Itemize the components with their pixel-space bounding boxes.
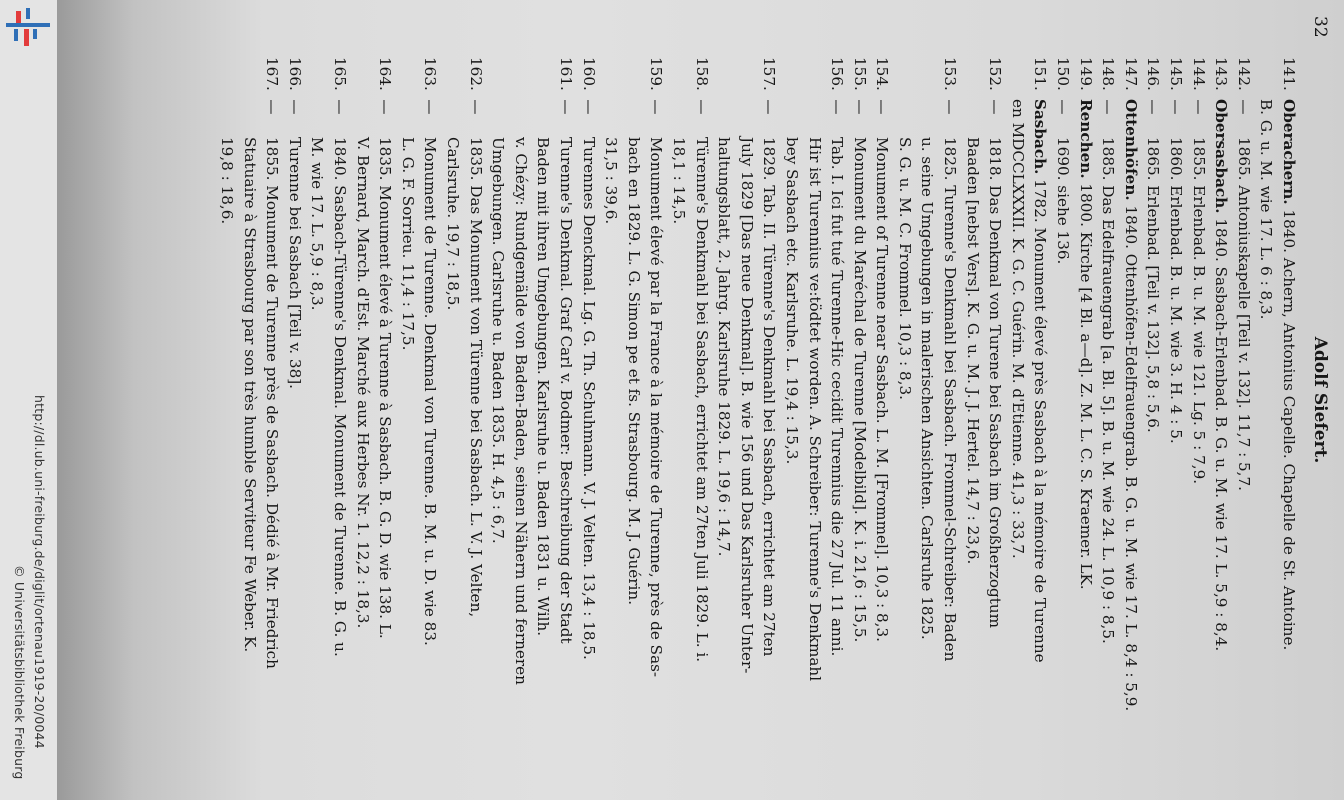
entry-text <box>306 137 351 797</box>
entry-place-name: Sasbach. <box>1031 99 1050 175</box>
entry-description: 1840. Achern, Antonius Capelle. Chapelle de St. Antoine. B. G. u. M. wie 17. L. 6 : 8,3. <box>1257 99 1298 651</box>
copyright-notice: © Universitätsbibliothek Freiburg <box>12 565 27 780</box>
entry-dash: — <box>760 99 779 115</box>
entry-place-name: Obersasbach. <box>1212 99 1231 214</box>
catalog-entry <box>600 57 668 797</box>
catalog-entry <box>713 57 781 797</box>
entry-dash: — <box>557 99 575 115</box>
catalog-entry <box>396 57 441 797</box>
entry-number: 146. <box>1144 57 1163 91</box>
entry-description: Monument de Turenne. Denkmal von Turenne. B. M. u. D. wie 83. L. G. F. Sorrieu. 11,4 : 17,5. <box>398 137 440 646</box>
catalog-entry <box>577 57 600 797</box>
entry-text <box>848 137 871 797</box>
entry-text <box>1210 99 1233 797</box>
entry-description: 1865. Antoniuskapelle [Teil v. 132]. 11,7 : 5,7. <box>1234 137 1253 491</box>
catalog-entry <box>306 57 351 797</box>
entry-description: 1860. Erlenbad. B. u. M. wie 3. H. 4 : 5. <box>1167 137 1186 444</box>
entry-text <box>893 137 961 797</box>
entry-place-name: Oberachern. <box>1280 99 1298 205</box>
catalog-entry <box>871 57 894 797</box>
catalog-entry <box>441 57 486 797</box>
entry-text <box>1255 99 1300 797</box>
entry-description: 1840. Sasbach-Türenne's Denkmal. Monument de Turenne. B. G. u. M. wie 17. L. 5,9 : 8,3. <box>308 137 350 657</box>
entry-text <box>1187 137 1210 797</box>
entry-number: 145. <box>1167 57 1186 91</box>
entry-dash: — <box>850 99 869 115</box>
entry-text <box>441 137 486 797</box>
entry-description: 1829. Tab. II. Türenne's Denkmahl bei Sasbach, errichtet am 27ten July 1829 [Das neue Denkmal]. B. wie 156 und Das Karlsruher Unter- haltungsblatt, 2. Jahrg. Karlsruhe 1829. L. 19,6 : 14,7. <box>715 137 779 674</box>
entry-dash: — <box>1054 99 1073 115</box>
entry-description: Monument of Turenne near Sasbach. L. M. [Frommel]. 10,3 : 8,3. <box>873 137 892 642</box>
entry-dash: — <box>828 99 847 115</box>
entry-dash: — <box>466 99 485 115</box>
entry-dash: — <box>421 99 440 115</box>
entry-text <box>1164 137 1187 797</box>
entry-text <box>1097 137 1120 797</box>
entry-number: 165. <box>331 57 350 91</box>
entry-description: Monument élevé par la France à la mémoire de Turenne, près de Sas- bach en 1829. L. G. Simon pe et fs. Strasbourg. M. J. Guérin. 31,5 : 39,6. <box>602 137 666 678</box>
catalog-entry <box>283 57 306 797</box>
entry-description: 1855. Erlenbad. B. u. M. wie 121. Lg. 5 : 7,9. <box>1189 137 1208 485</box>
entry-number: 164. <box>376 57 395 91</box>
entry-text <box>1232 137 1255 797</box>
entry-description: Turennes Denckmal. Lg. G. Th. Schuhmann. V. J. Velten. 13,4 : 18,5. <box>579 137 598 660</box>
catalog-entry <box>1097 57 1120 797</box>
entry-text <box>871 137 894 797</box>
entry-number: 162. <box>466 57 485 91</box>
entry-number: 156. <box>828 57 847 91</box>
entry-dash: — <box>1167 99 1186 115</box>
entry-number: 166. <box>285 57 304 91</box>
entry-text <box>216 137 284 797</box>
entry-number: 149. <box>1076 57 1095 91</box>
catalog-entry <box>780 57 848 797</box>
catalog-entry <box>1164 57 1187 797</box>
entry-dash: — <box>579 99 598 115</box>
entry-description: 1690. siehe 136. <box>1054 137 1073 265</box>
entry-description: 1825. Turenne's Denkmahl bei Sasbach. Frommel-Schreiber: Baden u. seine Umgebungen in malerischen Ansichten. Carlsruhe 1825. S. G. u. M. C. Frommel. 10,3 : 8,3. <box>895 137 960 662</box>
entry-place-name: Renchen. <box>1076 99 1095 179</box>
entry-number: 148. <box>1099 57 1118 91</box>
entry-description: 1835. Das Monument von Türenne bei Sasbach. L. V. J. Velten, Carlsruhe. 19,7 : 18,5. <box>444 137 485 618</box>
entry-dash: — <box>331 99 350 115</box>
entry-number: 153. <box>941 57 960 91</box>
entry-description: 1818. Das Denkmal von Turene bei Sasbach im Großherzogtum Baaden [nebst Vers]. K. G. u. M. J. J. Hertel. 14,7 : 23,6. <box>963 137 1005 629</box>
catalog-entries <box>216 57 1301 797</box>
entry-description: 1835. Monument élevé à Turenne à Sasbach. B. G. D. wie 138. L. V. Bernard, March. d'Est. Marché aux Herbes Nr. 1. 12,2 : 18,3. <box>353 137 395 639</box>
entry-number: 160. <box>579 57 598 91</box>
catalog-entry <box>893 57 961 797</box>
catalog-entry <box>1051 57 1074 797</box>
entry-number: 147. <box>1121 57 1140 91</box>
entry-text <box>487 137 577 797</box>
catalog-entry <box>487 57 577 797</box>
catalog-entry <box>1006 57 1051 797</box>
entry-number: 143. <box>1212 57 1231 91</box>
entry-dash: — <box>1099 99 1118 115</box>
entry-number: 151. <box>1031 57 1050 91</box>
catalog-entry <box>1187 57 1210 797</box>
entry-text <box>1006 99 1051 797</box>
entry-description: Tab. I. Ici fut tué Turenne-Hic cecidit Turennius die 27 Jul. 11 anni. Hir ist Turennius ve:tödtet worden. A. Schreiber: Turenne's Denkmahl bey Sasbach etc. Karlsruhe. L. 19,4 : 15,3. <box>782 137 847 682</box>
catalog-entry <box>1142 57 1165 797</box>
entry-text <box>780 137 848 797</box>
page-author-header: Adolf Siefert. <box>1310 336 1330 464</box>
catalog-entry <box>1210 57 1233 797</box>
viewer-sidebar <box>0 0 58 800</box>
page-content <box>57 0 1344 800</box>
entry-description: 1885. Das Edelfrauengrab [a. Bl. 5]. B. u. M. wie 24. L. 10,9 : 8,5. <box>1099 137 1118 644</box>
entry-description: Turenne's Denkmal. Graf Carl v. Bodmer: Beschreibung der Stadt Baden mit ihren Umgebungen. Karlsruhe u. Baden 1831 u. Wilh. v. Chézy: Rundgemälde von Baden-Baden, seinen Nähern und ferneren Umgebungen. Carlsruhe u. Baden 1835. H. 4,5 : 6,7. <box>489 137 575 685</box>
entry-text <box>1142 137 1165 797</box>
entry-dash: — <box>647 99 666 115</box>
entry-description: 1855. Monument de Turenne près de Sasbach. Dédié à Mr. Friedrich Statuaire à Strasbourg par son très humble Serviteur Fe Weber. K. 19,8 : 18,6. <box>218 137 282 669</box>
catalog-entry <box>1232 57 1255 797</box>
entry-description: Monument du Maréchal de Turenne [Modelbild]. K. i. 21,6 : 15,5. <box>850 137 869 643</box>
entry-number: 157. <box>760 57 779 91</box>
catalog-entry <box>1074 57 1097 797</box>
entry-text <box>396 137 441 797</box>
entry-dash: — <box>986 99 1005 115</box>
entry-text <box>961 137 1006 797</box>
entry-text <box>283 137 306 797</box>
entry-dash: — <box>285 99 304 115</box>
entry-number: 141. <box>1280 57 1298 91</box>
catalog-entry <box>667 57 712 797</box>
catalog-entry <box>848 57 871 797</box>
entry-description: Türenne's Denkmahl bei Sasbach, errichtet am 27ten Juli 1829. L. i. 18,1 : 14,5. <box>669 137 711 663</box>
ub-freiburg-logo-icon[interactable] <box>6 8 50 48</box>
entry-number: 150. <box>1054 57 1073 91</box>
entry-number: 167. <box>263 57 282 91</box>
entry-dash: — <box>873 99 892 115</box>
entry-description: 1840. Sasbach-Erlenbad. B. G. u. M. wie 17. L. 5,9 : 8,4. <box>1212 213 1231 652</box>
page-number: 32 <box>1310 16 1330 38</box>
entry-text <box>351 137 396 797</box>
entry-number: 144. <box>1189 57 1208 91</box>
entry-number: 161. <box>557 57 575 91</box>
entry-number: 158. <box>692 57 711 91</box>
document-url[interactable]: http://dl.ub.uni-freiburg.de/diglit/ortenau1919-20/0044 <box>32 395 47 749</box>
entry-description: 1840. Ottenhöfen-Edelfrauengrab. B. G. u. M. wie 17. L. 8,4 : 5,9. <box>1121 200 1140 712</box>
catalog-entry <box>351 57 396 797</box>
entry-text <box>713 137 781 797</box>
entry-dash: — <box>1144 99 1163 115</box>
entry-number: 155. <box>850 57 869 91</box>
entry-dash: — <box>263 99 282 115</box>
entry-dash: — <box>1234 99 1253 115</box>
entry-dash: — <box>941 99 960 115</box>
entry-text <box>577 137 600 797</box>
catalog-entry <box>1255 57 1300 797</box>
entry-text <box>1051 137 1074 797</box>
catalog-entry <box>961 57 1006 797</box>
entry-description: 1800. Kirche [4 Bl. a—d]. Z. M. L. C. S. Kraemer. LK. <box>1076 178 1095 590</box>
entry-text <box>1074 99 1097 797</box>
entry-dash: — <box>692 99 711 115</box>
entry-place-name: Ottenhöfen. <box>1121 99 1140 201</box>
entry-text <box>600 137 668 797</box>
entry-number: 163. <box>421 57 440 91</box>
entry-text <box>1119 99 1142 797</box>
entry-number: 154. <box>873 57 892 91</box>
entry-dash: — <box>1189 99 1208 115</box>
entry-description: Turenne bei Sasbach [Teil v. 38]. <box>285 137 304 389</box>
entry-number: 152. <box>986 57 1005 91</box>
catalog-entry <box>216 57 284 797</box>
entry-text <box>667 137 712 797</box>
catalog-entry <box>1119 57 1142 797</box>
scanned-page <box>57 0 1344 800</box>
entry-number: 159. <box>647 57 666 91</box>
entry-number: 142. <box>1234 57 1253 91</box>
entry-description: 1782. Monument élevé près Sasbach à la mémoire de Turenne en MDCCLXXXII. K. G. C. Guérin. M. d'Etienne. 41,3 : 33,7. <box>1008 99 1050 663</box>
entry-dash: — <box>376 99 395 115</box>
entry-description: 1865. Erlenbad. [Teil v. 132]. 5,8 : 5,6. <box>1144 137 1163 433</box>
